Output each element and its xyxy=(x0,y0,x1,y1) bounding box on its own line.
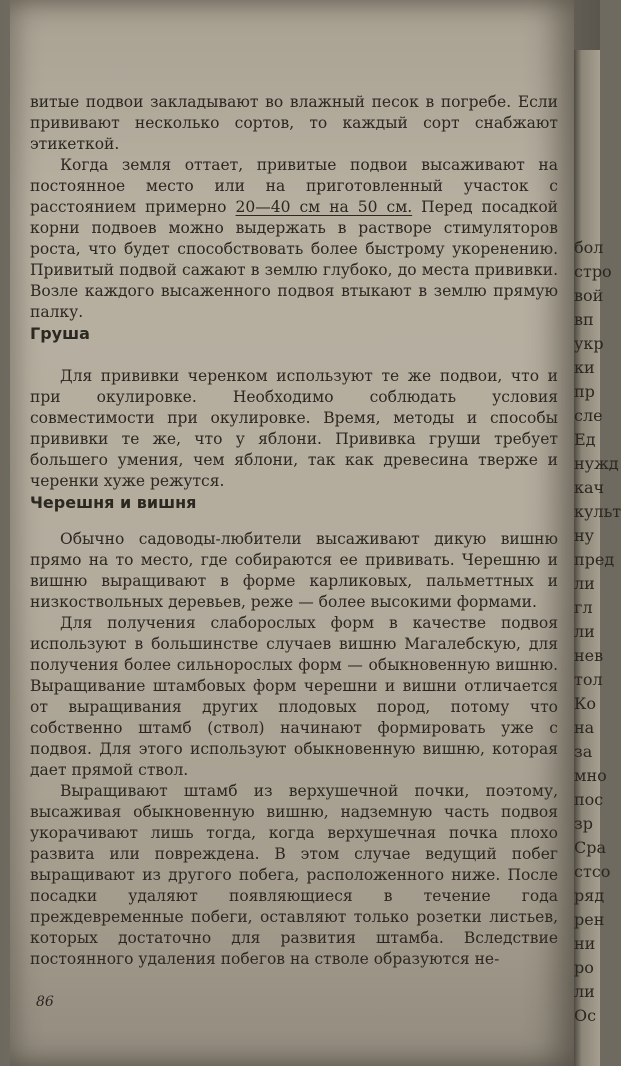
page-number: 86 xyxy=(36,994,54,1010)
paragraph-1: витые подвои закладывают во влажный песок в погребе. Если прививают несколько сортов, то каждый сорт снабжают этикеткой. xyxy=(30,93,558,153)
heading-cherry: Черешня и вишня xyxy=(30,493,197,512)
paragraph-2 xyxy=(30,155,558,323)
heading-pear: Груша xyxy=(30,324,90,343)
paragraph-pear: Для прививки черенком используют те же подвои, что и при окулировке. Необходимо соблюдать условия совместимости при окулировке. Время, методы и способы прививки те же, что у яблони. Прививка груши требует большего умения, чем яблони, так как древесина тверже и черенки хуже режутся. xyxy=(30,367,558,490)
paragraph-cherry-1: Обычно садоводы-любители высаживают дикую вишню прямо на то место, где собираются ее прививать. Черешню и вишню выращивают в форме карликовых, пальметтных и низкоствольных деревьев, реже — более высокими формами. xyxy=(30,530,558,611)
page-text xyxy=(30,92,558,970)
paragraph-2-end: Перед посадкой корни подвоев можно выдержать в растворе стимуляторов роста, что будет способствовать более быстрому укоренению. Привитый подвой сажают в землю глубоко, до места прививки. Возле каждого высаженного подвоя втыкают в землю прямую палку. xyxy=(30,198,558,321)
adjacent-page-edge: бол стро вой вп укр ки пр сле Ед нужд кач культ ну пред ли гл ли нев тол Ко на за мно пос зр Сра стсо ряд рен ни ро ли Ос xyxy=(572,50,600,1066)
paragraph-2-start: Когда земля оттает, привитые подвои высаживают на постоянное место или на приготовленный участок с расстоянием примерно xyxy=(30,156,558,216)
paragraph-cherry-2: Для получения слаборослых форм в качестве подвоя используют в большинстве случаев вишню Магалебскую, для получения более сильнорослых форм — обыкновенную вишню. Выращивание штамбовых форм черешни и вишни отличается от выращивания других плодовых пород, потому что собственно штамб (ствол) начинают формировать уже с подвоя. Для этого используют обыкновенную вишню, которая дает прямой ствол. xyxy=(30,614,558,779)
paragraph-cherry-3: Выращивают штамб из верхушечной почки, поэтому, высаживая обыкновенную вишню, надземную часть подвоя укорачивают лишь тогда, когда верхушечная почка плохо развита или повреждена. В этом случае ведущий побег выращивают из другого побега, расположенного ниже. После посадки удаляют появляющиеся в течение года преждевременные побеги, оставляют только розетки листьев, которых достаточно для развития штамба. Вследствие постоянного удаления побегов на стволе образуются не- xyxy=(30,782,558,968)
underlined-spacing: 20—40 см на 50 см. xyxy=(235,198,413,216)
